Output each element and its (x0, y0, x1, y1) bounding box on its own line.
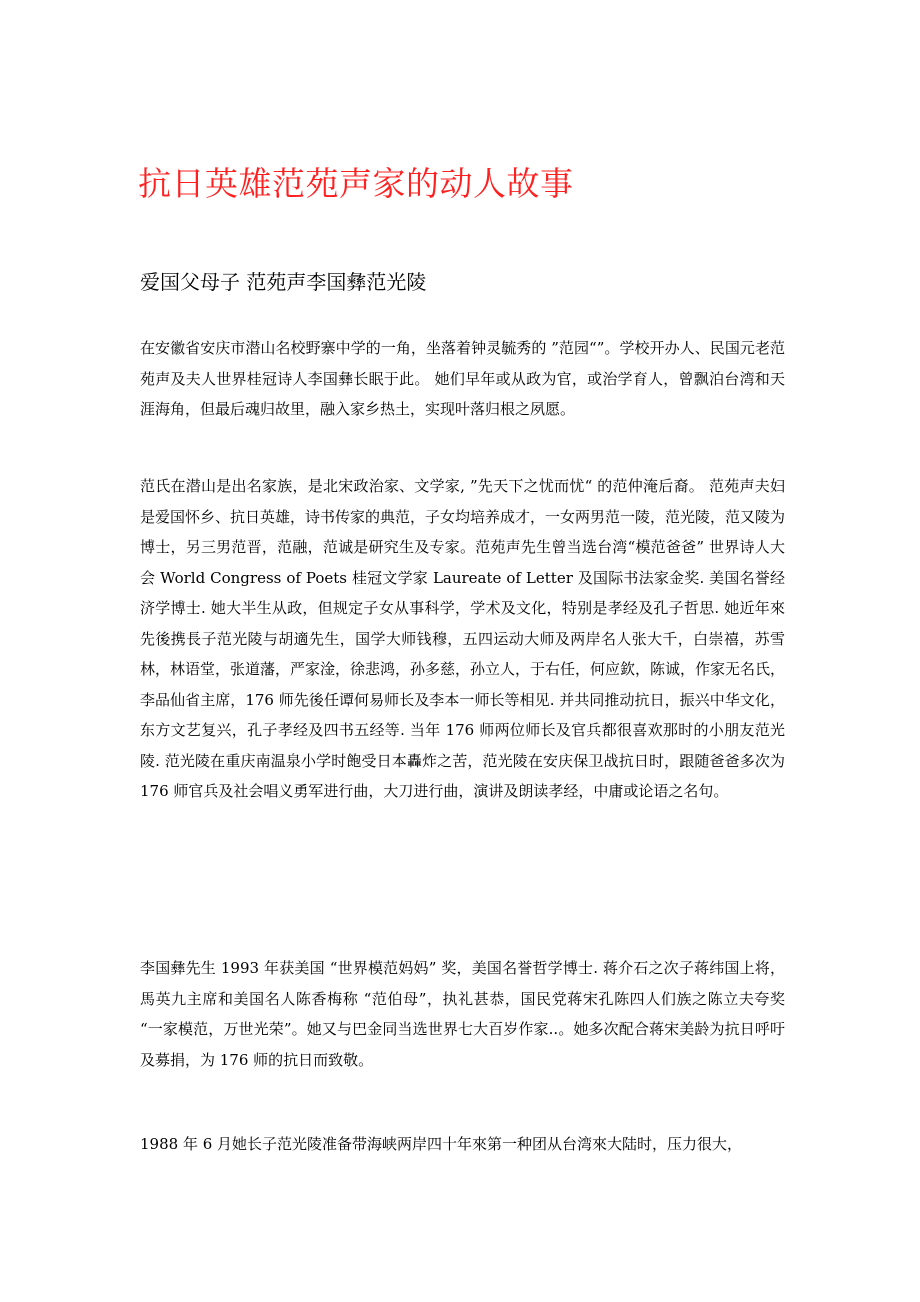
paragraph-2: 范氏在潜山是出名家族，是北宋政治家、文学家, ”先天下之忧而忧“ 的范仲淹后裔。 范苑声夫妇是爱国怀乡、抗日英雄，诗书传家的典范，子女均培养成才，一女两男范一陵，范光陵，范又陵为博士，另三男范晋，范融，范诚是研究生及专家。范苑声先生曾当选台湾“模范爸爸” 世界诗人大会 World Congress of Poets 桂冠文学家 Laureate of Letter 及国际书法家金奖. 美国名誉经济学博士. 她大半生从政，但规定子女从事科学，学术及文化，特别是孝经及孔子哲思. 她近年來先後携長子范光陵与胡適先生，国学大师钱穆，五四运动大师及两岸名人张大千，白崇禧，苏雪林，林语堂，张道藩，严家淦，徐悲鸿，孙多慈，孙立人，于右任，何应欽，陈诚，作家无名氏，李品仙省主席，176 师先後任谭何易师长及李本一师长等相见. 并共同推动抗日，振兴中华文化，东方文艺复兴，孔子孝经及四书五经等. 当年 176 师两位师长及官兵都很喜欢那时的小朋友范光陵. 范光陵在重庆南温泉小学时飽受日本轟炸之苦，范光陵在安庆保卫战抗日时，跟随爸爸多次为 176 师官兵及社会唱义勇军进行曲，大刀进行曲，演讲及朗读孝经，中庸或论语之名句。 (140, 477, 786, 800)
document-title: 抗日英雄范苑声家的动人故事 (138, 164, 574, 203)
document-subtitle: 爱国父母子 范苑声李国彝范光陵 (140, 270, 427, 294)
paragraph-3: 李国彝先生 1993 年获美国 “世界模范妈妈” 奖，美国名誉哲学博士. 蒋介石之次子蒋纬国上将，馬英九主席和美国名人陈香梅称 “范伯母”，执礼甚恭，国民党蒋宋孔陈四人们族之陈立夫夸奖 “一家模范，万世光荣”。她又与巴金同当选世界七大百岁作家..。她多次配合蒋宋美龄为抗日呼吁及募捐，为 176 师的抗日而致敬。 (140, 959, 785, 1069)
paragraph-1: 在安徽省安庆市潜山名校野寨中学的一角，坐落着钟灵毓秀的 ”范园“”。学校开办人、民国元老范苑声及夫人世界桂冠诗人李国彝长眠于此。 她们早年或从政为官，或治学育人，曾飘泊台湾和天涯海角，但最后魂归故里，融入家乡热土，实现叶落归根之夙愿。 (140, 339, 785, 418)
paragraph-4: 1988 年 6 月她长子范光陵准备带海峡两岸四十年來第一种团从台湾來大陆时，压力很大， (140, 1135, 743, 1153)
